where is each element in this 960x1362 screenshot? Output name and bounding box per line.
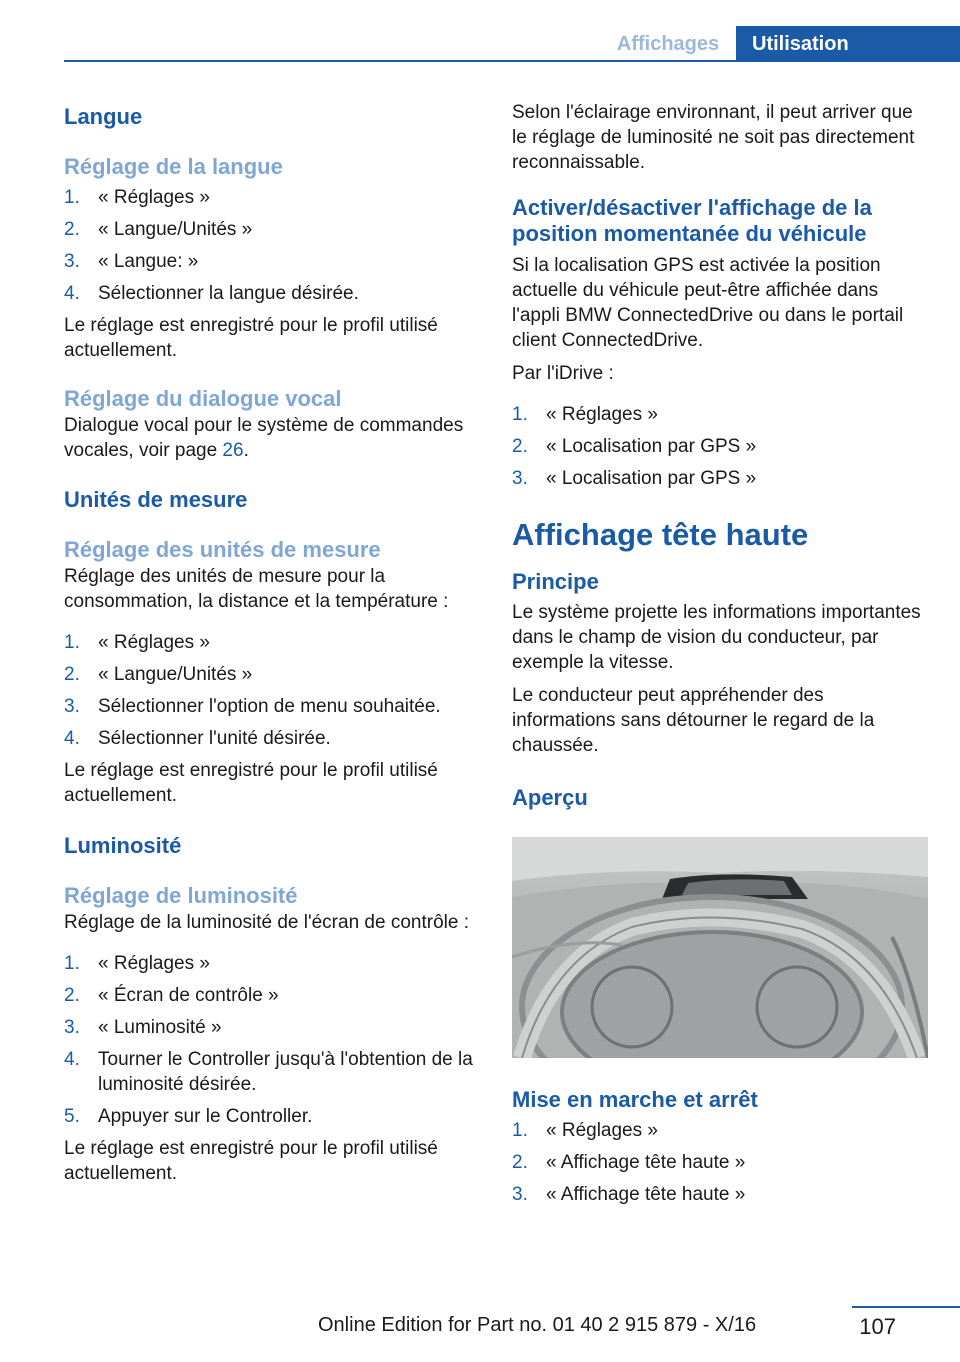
list-item: 1. « Réglages »: [64, 632, 210, 653]
list-item: 3. « Luminosité »: [64, 1017, 222, 1038]
left-column: [64, 100, 480, 1186]
list-item: 2. « Localisation par GPS »: [512, 436, 757, 457]
hud-dashboard-image: [512, 837, 928, 1058]
footer-rule: [852, 1306, 960, 1308]
list-item: 1. « Réglages »: [64, 187, 210, 208]
section-title-luminosite: Luminosité: [64, 833, 182, 858]
footer-edition: Online Edition for Part no. 01 40 2 915 879 - X/16: [318, 1314, 757, 1336]
section-title-position: Activer/désactiver l'affichage de la position momentanée du véhicule: [512, 195, 872, 246]
text-unites: Réglage des unités de mesure pour la consommation, la distance et la température :: [64, 566, 449, 612]
list-item: 1. « Réglages »: [512, 1120, 658, 1141]
steps-hud: [512, 1118, 928, 1207]
subsection-title-unites: Réglage des unités de mesure: [64, 537, 381, 562]
list-item: 1. « Réglages »: [64, 953, 210, 974]
dashboard-illustration: [512, 837, 928, 1058]
page-link[interactable]: 26: [222, 440, 244, 461]
list-item: 5. Appuyer sur le Controller.: [64, 1106, 313, 1127]
section-title-unites: Unités de mesure: [64, 487, 248, 512]
list-item: 3. « Affichage tête haute »: [512, 1184, 746, 1205]
text-principe-1: Le système projette les informations importantes dans le champ de vision du conducteur, par exemple la vitesse.: [512, 602, 921, 673]
list-item: 1. « Réglages »: [512, 404, 658, 425]
header-tab-affichages: Affichages: [616, 33, 720, 55]
list-item: 4. Tourner le Controller jusqu'à l'obtention de la luminosité désirée.: [64, 1049, 473, 1095]
steps-position: [512, 402, 928, 491]
section-title-marche: Mise en marche et arrêt: [512, 1087, 758, 1112]
list-item: 2. « Langue/Unités »: [64, 664, 253, 685]
text-luminosite: Réglage de la luminosité de l'écran de contrôle :: [64, 912, 469, 933]
note-unites: Le réglage est enregistré pour le profil utilisé actuellement.: [64, 760, 438, 806]
steps-unites: [64, 630, 480, 751]
list-item: 3. « Langue: »: [64, 251, 199, 272]
header-rule: [64, 60, 960, 62]
list-item: 2. « Écran de contrôle »: [64, 985, 279, 1006]
list-item: 4. Sélectionner la langue désirée.: [64, 283, 359, 304]
list-item: 2. « Affichage tête haute »: [512, 1152, 746, 1173]
steps-langue: [64, 185, 480, 306]
list-item: 2. « Langue/Unités »: [64, 219, 253, 240]
right-column: [512, 100, 928, 1214]
section-title-principe: Principe: [512, 569, 599, 594]
steps-luminosite: [64, 951, 480, 1129]
list-item: 3. « Localisation par GPS »: [512, 468, 757, 489]
subsection-title-langue: Réglage de la langue: [64, 154, 283, 179]
subsection-title-dialogue: Réglage du dialogue vocal: [64, 386, 342, 411]
text-principe-2: Le conducteur peut appréhender des informations sans détourner le regard de la chaussée.: [512, 685, 875, 756]
section-title-langue: Langue: [64, 104, 143, 129]
list-item: 4. Sélectionner l'unité désirée.: [64, 728, 331, 749]
section-title-apercu: Aperçu: [512, 785, 588, 810]
subsection-title-luminosite: Réglage de luminosité: [64, 883, 298, 908]
note-luminosite: Le réglage est enregistré pour le profil utilisé actuellement.: [64, 1138, 438, 1184]
chapter-title-hud: Affichage tête haute: [512, 517, 809, 552]
note-langue: Le réglage est enregistré pour le profil utilisé actuellement.: [64, 315, 438, 361]
header-tab-utilisation: Utilisation: [736, 26, 960, 62]
text-position: Si la localisation GPS est activée la position actuelle du véhicule peut-être affichée dans l'appli BMW ConnectedDrive ou dans le portail client ConnectedDrive.: [512, 255, 904, 351]
list-item: 3. Sélectionner l'option de menu souhaitée.: [64, 696, 441, 717]
page-number: 107: [859, 1314, 896, 1339]
text-eclairage: Selon l'éclairage environnant, il peut arriver que le réglage de luminosité ne soit pas directement reconnaissable.: [512, 102, 915, 173]
text-idrive: Par l'iDrive :: [512, 363, 614, 384]
text-dialogue: Dialogue vocal pour le système de commandes vocales, voir page 26.: [64, 415, 464, 461]
